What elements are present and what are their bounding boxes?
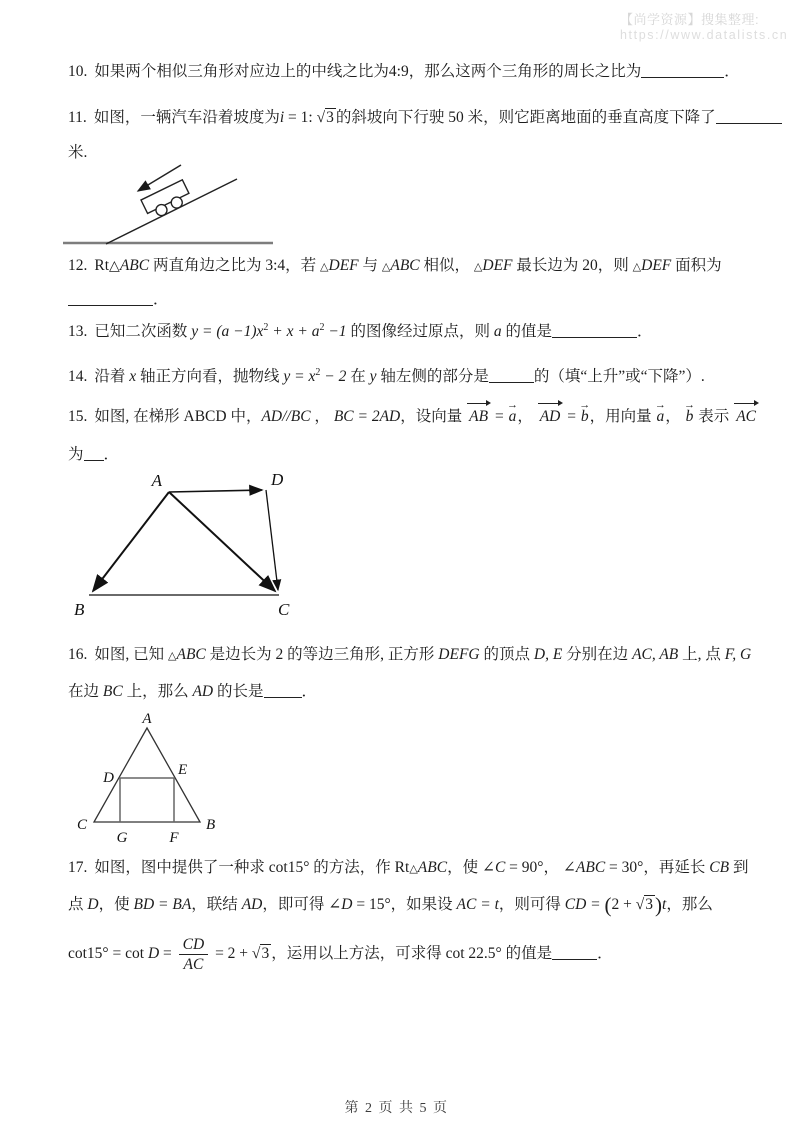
vertex-label-a: A bbox=[142, 711, 152, 727]
square-defg-shape bbox=[120, 778, 174, 822]
watermark-source: 【尚学资源】搜集整理: bbox=[620, 12, 760, 27]
angle-c-letters: C bbox=[494, 859, 506, 876]
triangle-icon: △ bbox=[632, 261, 642, 273]
square-defg: DEFG bbox=[438, 646, 480, 663]
question-15-text8: 为 bbox=[68, 446, 84, 463]
question-14-text2: 轴正方向看，抛物线 bbox=[136, 368, 284, 385]
question-17-text8: ，使 bbox=[98, 896, 134, 913]
question-16 bbox=[68, 644, 751, 667]
figure-slope-car bbox=[60, 156, 278, 248]
var-y: y bbox=[369, 368, 377, 385]
ac-t-relation: AC = t bbox=[456, 896, 499, 913]
slope-line bbox=[106, 179, 237, 244]
period: ． bbox=[636, 323, 653, 340]
question-14-text3: 在 bbox=[346, 368, 370, 385]
question-15-text2: ， bbox=[310, 408, 334, 425]
question-15-text3: ，设向量 bbox=[400, 408, 467, 425]
angle-abc-letters: ABC bbox=[575, 859, 606, 876]
question-14-text5: 的（填“上升”或“下降”）. bbox=[533, 368, 705, 385]
var-t: t bbox=[662, 896, 667, 913]
answer-blank-q16 bbox=[264, 682, 302, 698]
vector-ac bbox=[734, 406, 758, 428]
angle-abc-value: = 30° bbox=[605, 859, 644, 876]
question-16-text5: 上, 点 bbox=[678, 646, 725, 663]
var-a: a bbox=[493, 323, 502, 340]
vector-b bbox=[684, 399, 696, 428]
answer-blank-q14 bbox=[489, 367, 534, 383]
cot-equation-start: cot15° = cot bbox=[68, 945, 148, 963]
downhill-arrow-icon bbox=[138, 165, 181, 191]
vertex-label-b: B bbox=[206, 817, 216, 833]
vector-arrow-icon: → bbox=[654, 399, 666, 411]
parallel-sides: AD//BC bbox=[261, 408, 311, 425]
points-fg: F, G bbox=[724, 646, 752, 663]
question-12-line2 bbox=[68, 289, 169, 311]
exponent: 2 bbox=[315, 367, 321, 378]
question-12-text2: 与 bbox=[358, 257, 382, 274]
segment-ad: AD bbox=[241, 896, 263, 913]
question-11-text2: 的斜坡向下行驶 50 米，则它距离地面的垂直高度下降了 bbox=[335, 109, 716, 126]
answer-blank-q12 bbox=[68, 290, 153, 306]
fraction-denominator: AC bbox=[183, 956, 204, 973]
question-11 bbox=[68, 107, 782, 129]
vector-letter: b bbox=[685, 408, 694, 425]
watermark-url: https://www.datalists.cn bbox=[620, 28, 789, 42]
question-15 bbox=[68, 399, 759, 428]
angle-d-letters: D bbox=[341, 896, 353, 913]
question-16-text7: 上，那么 bbox=[122, 683, 193, 700]
question-11-text: 如图，一辆汽车沿着坡度为 bbox=[93, 109, 280, 126]
vector-letter: a bbox=[656, 408, 665, 425]
question-17-line2 bbox=[68, 894, 713, 916]
left-paren: ( bbox=[604, 893, 612, 917]
triangle-abc: ABC bbox=[119, 257, 150, 274]
question-14-text: 沿着 bbox=[94, 368, 130, 385]
question-17-text13: ，那么 bbox=[666, 896, 713, 913]
points-de: D, E bbox=[533, 646, 563, 663]
radicand: 3 bbox=[261, 945, 270, 963]
fraction-cd-ac bbox=[179, 936, 209, 973]
triangle-icon: △ bbox=[381, 261, 391, 273]
vertex-label-d: D bbox=[103, 770, 114, 786]
question-12-text: 两直角边之比为 3:4，若 bbox=[149, 257, 321, 274]
question-16-text8: 的长是 bbox=[213, 683, 264, 700]
radical-sign-icon: √ bbox=[316, 109, 326, 126]
question-10-text: 如果两个相似三角形对应边上的中线之比为 bbox=[94, 63, 389, 80]
edge-bc: BC bbox=[102, 683, 123, 700]
question-15-line2 bbox=[68, 444, 119, 466]
question-17-line3 bbox=[68, 936, 613, 973]
edge-ad-arrow bbox=[169, 490, 262, 492]
sqrt-radical bbox=[317, 108, 336, 126]
question-11-unit: 米. bbox=[68, 144, 88, 161]
answer-blank-q13 bbox=[552, 322, 637, 338]
triangle-abc: ABC bbox=[417, 859, 448, 876]
question-17-text12: ，则可得 bbox=[498, 896, 565, 913]
vector-b bbox=[579, 399, 591, 428]
edge-dc-arrow bbox=[266, 490, 278, 590]
question-12-number: 12. bbox=[68, 257, 88, 274]
question-12 bbox=[68, 255, 722, 278]
bd-ba-relation: BD = BA bbox=[133, 896, 192, 913]
segment-cb: CB bbox=[709, 859, 730, 876]
page-footer bbox=[0, 1097, 793, 1117]
vector-bar bbox=[467, 403, 486, 404]
vector-arrow-tip bbox=[486, 400, 491, 406]
watermark bbox=[620, 9, 788, 42]
triangle-def: DEF bbox=[328, 257, 359, 274]
vertex-label-b: B bbox=[74, 600, 85, 619]
edges-ac-ab: AC, AB bbox=[632, 646, 679, 663]
figure-trapezoid bbox=[72, 472, 300, 622]
question-12-text3: 相似， bbox=[419, 257, 474, 274]
vector-arrow-icon: → bbox=[684, 399, 696, 411]
question-17-text5: ，再延长 bbox=[643, 859, 710, 876]
question-14-number: 14. bbox=[68, 368, 88, 385]
question-14-text4: 轴左侧的部分是 bbox=[376, 368, 489, 385]
vertex-label-c: C bbox=[76, 817, 87, 833]
question-17-text7: 点 bbox=[68, 896, 88, 913]
slope-var: i bbox=[279, 109, 285, 126]
question-10 bbox=[68, 61, 740, 83]
question-17-text6: 到 bbox=[729, 859, 749, 876]
exponent: 2 bbox=[319, 322, 325, 333]
vertex-label-a: A bbox=[151, 472, 162, 490]
triangle-abc: ABC bbox=[390, 257, 420, 274]
question-16-text4: 分别在边 bbox=[562, 646, 633, 663]
edge-ab-arrow bbox=[93, 492, 169, 591]
slope-eq: = 1: bbox=[284, 109, 317, 126]
vector-letters: AB bbox=[469, 408, 489, 425]
vector-letters: AD bbox=[539, 408, 561, 425]
parabola-formula: y = x bbox=[283, 368, 316, 385]
angle-icon: ∠ bbox=[481, 859, 495, 876]
question-12-text4: 最长边为 20，则 bbox=[512, 257, 633, 274]
radical-sign-icon: √ bbox=[635, 896, 645, 913]
question-13-number: 13. bbox=[68, 323, 88, 340]
triangle-icon: △ bbox=[409, 863, 418, 875]
var-x: x bbox=[129, 368, 137, 385]
answer-blank-q10 bbox=[641, 62, 724, 78]
question-13-text2: 的图像经过原点，则 bbox=[346, 323, 494, 340]
triangle-def: DEF bbox=[641, 257, 672, 274]
question-17-text3: ，使 bbox=[447, 859, 482, 876]
question-17-text: 如图，图中提供了一种求 bbox=[94, 859, 269, 876]
vertex-label-c: C bbox=[278, 600, 290, 619]
sqrt-radical bbox=[636, 895, 655, 913]
vector-letter: b bbox=[580, 408, 589, 425]
question-16-text6: 在边 bbox=[68, 683, 103, 700]
equals: = bbox=[491, 408, 508, 425]
triangle-icon: △ bbox=[473, 261, 483, 273]
question-15-text5: ，用向量 bbox=[589, 408, 656, 425]
question-17-text15: 的值是 bbox=[501, 945, 553, 963]
triangle-icon: △ bbox=[109, 259, 120, 274]
cd-equation: CD = bbox=[564, 896, 605, 913]
question-16-number: 16. bbox=[68, 646, 88, 663]
vector-arrow-tip bbox=[558, 400, 563, 406]
question-17-text11: ，如果设 bbox=[390, 896, 457, 913]
vector-arrow-icon: → bbox=[579, 399, 591, 411]
vector-bar bbox=[734, 403, 754, 404]
radicand: 3 bbox=[326, 109, 334, 126]
angle-d-value: = 15° bbox=[352, 896, 391, 913]
question-17-text4: ， bbox=[543, 859, 563, 876]
triangle-icon: △ bbox=[168, 650, 177, 662]
period: ． bbox=[724, 63, 740, 80]
triangle-icon: △ bbox=[320, 261, 329, 273]
question-15-text7: 表示 bbox=[694, 408, 734, 425]
question-17 bbox=[68, 857, 748, 880]
vector-a bbox=[654, 399, 666, 428]
question-15-text: 如图, 在梯形 ABCD 中， bbox=[94, 408, 262, 425]
fraction-numerator: CD bbox=[179, 936, 209, 955]
cot225-term: cot 22.5° bbox=[445, 945, 502, 963]
period: ． bbox=[103, 446, 120, 463]
paren-inner: 2 + bbox=[611, 896, 636, 913]
quadratic-formula3: −1 bbox=[324, 323, 347, 340]
question-13-text3: 的值是 bbox=[501, 323, 552, 340]
rt-prefix: Rt bbox=[94, 257, 110, 274]
answer-blank-q17 bbox=[552, 944, 597, 960]
vertex-label-e: E bbox=[178, 762, 188, 778]
vector-a bbox=[506, 399, 518, 428]
question-16-text2: 是边长为 2 的等边三角形, 正方形 bbox=[205, 646, 439, 663]
equals: = bbox=[159, 945, 176, 963]
right-paren: ) bbox=[655, 893, 663, 917]
vector-ab bbox=[467, 406, 490, 428]
answer-blank-q15 bbox=[84, 445, 104, 461]
question-17-text14: ，运用以上方法，可求得 bbox=[271, 945, 446, 963]
question-16-text3: 的顶点 bbox=[479, 646, 534, 663]
vector-letters: AC bbox=[736, 408, 756, 425]
radicand: 3 bbox=[645, 896, 654, 913]
period: ． bbox=[597, 945, 613, 963]
quadratic-formula2: + x + a bbox=[268, 323, 320, 340]
answer-blank-q11 bbox=[716, 108, 782, 124]
ratio-value: 4:9 bbox=[388, 63, 409, 80]
vertex-label-g: G bbox=[116, 830, 128, 846]
vector-bar bbox=[538, 403, 559, 404]
vector-arrow-icon: → bbox=[506, 399, 518, 411]
parabola-formula2: − 2 bbox=[320, 368, 347, 385]
question-17-text2: 的方法，作 Rt bbox=[309, 859, 410, 876]
question-15-number: 15. bbox=[68, 408, 88, 425]
question-12-text5: 面积为 bbox=[671, 257, 722, 274]
question-14 bbox=[68, 362, 705, 388]
question-13-text: 已知二次函数 bbox=[94, 323, 192, 340]
equation-result: = 2 + bbox=[211, 945, 252, 963]
question-10-number: 10. bbox=[68, 63, 88, 80]
sqrt-radical bbox=[252, 944, 271, 962]
car-shape bbox=[141, 180, 193, 221]
triangle-abc: ABC bbox=[176, 646, 206, 663]
question-15-text4: ， bbox=[517, 408, 537, 425]
question-13 bbox=[68, 317, 652, 343]
angle-c-value: = 90° bbox=[505, 859, 544, 876]
cot15-term: cot15° bbox=[268, 859, 310, 876]
triangle-def: DEF bbox=[482, 257, 513, 274]
question-16-line2 bbox=[68, 681, 317, 703]
question-10-text2: ，那么这两个三角形的周长之比为 bbox=[408, 63, 642, 80]
question-15-text6: ， bbox=[665, 408, 685, 425]
question-17-number: 17. bbox=[68, 859, 88, 876]
vector-letter: a bbox=[508, 408, 517, 425]
angle-icon: ∠ bbox=[562, 859, 576, 876]
radical-sign-icon: √ bbox=[251, 945, 261, 963]
question-17-text10: ，即可得 bbox=[262, 896, 329, 913]
exponent: 2 bbox=[263, 322, 269, 333]
segment-ad: AD bbox=[192, 683, 214, 700]
vertex-label-f: F bbox=[169, 830, 179, 846]
vertex-label-d: D bbox=[271, 472, 284, 489]
page-number-text: 第 2 页 共 5 页 bbox=[344, 1101, 449, 1116]
figure-triangle-square bbox=[70, 706, 222, 846]
period: ． bbox=[153, 291, 169, 308]
question-16-text: 如图, 已知 bbox=[94, 646, 169, 663]
quadratic-formula: y = (a −1)x bbox=[191, 323, 264, 340]
bc-relation: BC = 2AD bbox=[333, 408, 401, 425]
vector-ad bbox=[538, 406, 563, 428]
point-d: D bbox=[87, 896, 99, 913]
equals: = bbox=[563, 408, 580, 425]
var-d: D bbox=[147, 945, 160, 963]
vector-arrow-tip bbox=[754, 400, 759, 406]
question-11-number: 11. bbox=[68, 109, 87, 126]
question-17-text9: ，联结 bbox=[191, 896, 242, 913]
angle-icon: ∠ bbox=[328, 896, 342, 913]
diagonal-ac-arrow bbox=[169, 492, 275, 591]
period: ． bbox=[301, 683, 318, 700]
